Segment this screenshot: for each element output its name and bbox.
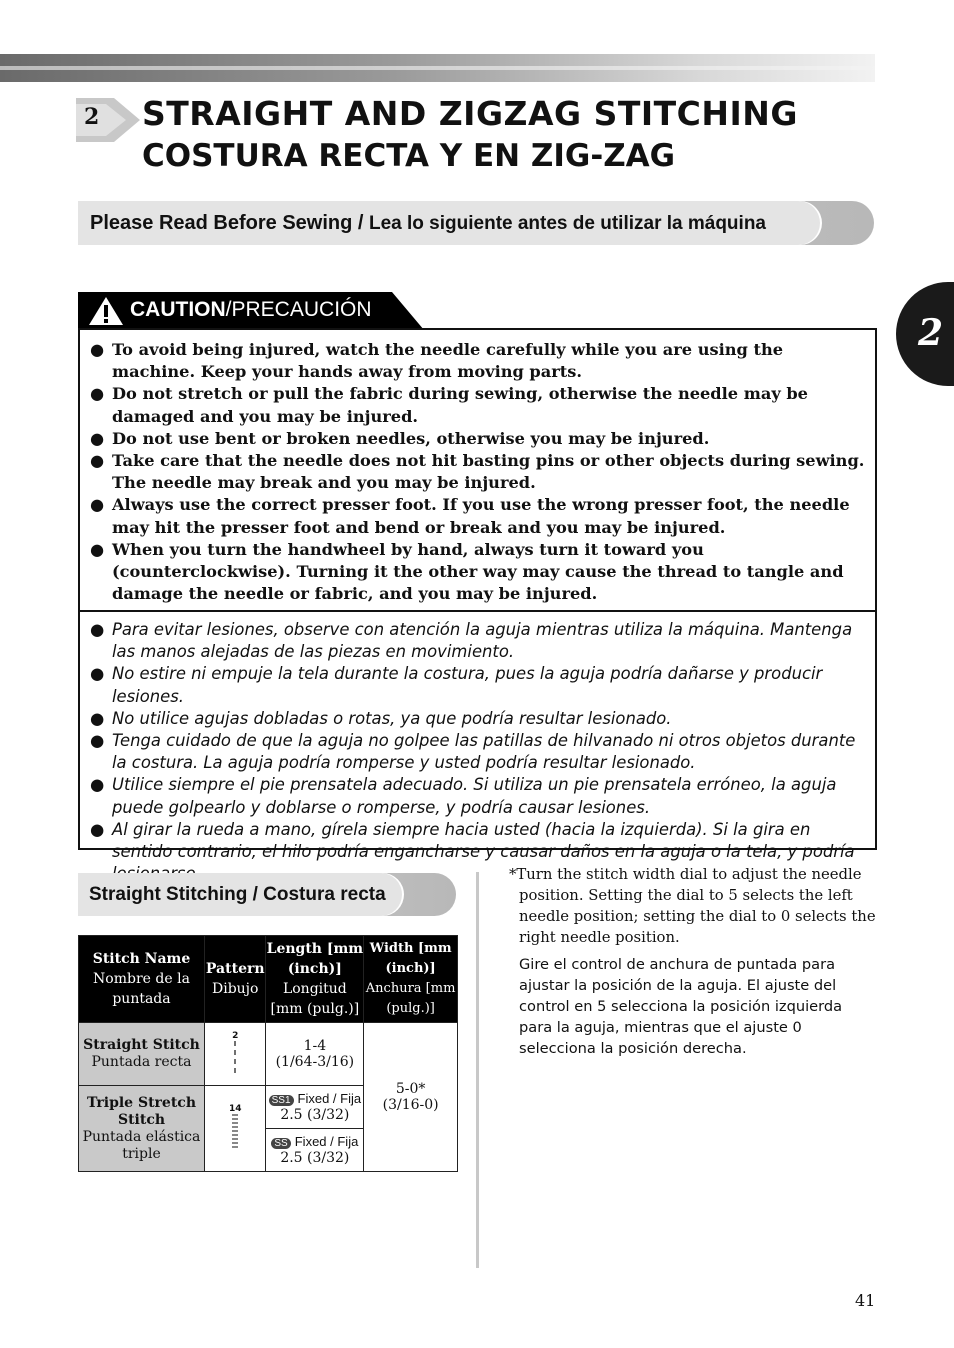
bullet-icon: ● <box>90 664 105 684</box>
read-before-sewing-banner <box>78 201 874 245</box>
caution-list-es <box>90 619 868 885</box>
chapter-side-tab <box>896 282 954 386</box>
list-item: ● Utilice siempre el pie prensatela adecuado. Si utiliza un pie prensatela erróneo, la aguja puede golpearlo y doblarse o romperse, y podría causar lesiones. <box>90 775 837 817</box>
section-banner <box>78 873 456 916</box>
straight-stitch-icon <box>232 1041 238 1077</box>
pattern-number: 2 <box>232 1031 239 1041</box>
list-item: ● Do not stretch or pull the fabric during sewing, otherwise the needle may be damaged and you may be injured. <box>90 384 808 426</box>
bullet-icon: ● <box>90 428 105 448</box>
banner-text-es: Lea lo siguiente antes de utilizar la máquina <box>369 213 766 234</box>
caution-divider <box>80 610 875 612</box>
ss-badge: SS <box>271 1138 290 1149</box>
bullet-icon: ● <box>90 819 105 839</box>
side-tab-number: 2 <box>918 312 944 354</box>
table-row: SS Fixed / Fija 2.5 (3/32) <box>79 1129 458 1172</box>
section-title: Straight Stitching / Costura recta <box>89 884 386 905</box>
column-divider <box>476 872 479 1268</box>
bullet-icon: ● <box>90 708 105 728</box>
list-item: ● Tenga cuidado de que la aguja no golpee las patillas de hilvanado ni otros objetos durante la costura. La aguja podría romperse y usted podría resultar lesionado. <box>90 731 856 773</box>
chapter-number: 2 <box>84 104 100 130</box>
list-item: ● To avoid being injured, watch the needle carefully while you are using the machine. Keep your hands away from moving parts. <box>90 340 784 382</box>
bullet-icon: ● <box>90 495 105 515</box>
bullet-icon: ● <box>90 731 105 751</box>
caution-label-en: CAUTION <box>130 298 226 321</box>
page-title-es: COSTURA RECTA Y EN ZIG-ZAG <box>142 138 676 174</box>
list-item: ● Always use the correct presser foot. If you use the wrong presser foot, the needle may hit the presser foot and bend or break and you may be injured. <box>90 495 850 537</box>
banner-text-en: Please Read Before Sewing / <box>90 212 364 234</box>
list-item: ● No utilice agujas dobladas o rotas, ya que podría resultar lesionado. <box>90 708 868 730</box>
triple-stretch-stitch-icon <box>230 1114 240 1148</box>
footnote-es: Gire el control de anchura de puntada para ajustar la posición de la aguja. El ajuste del control en 5 selecciona la posición izquierda para la aguja, mientras que el ajuste 0 selecciona la posición derecha. <box>519 956 843 1057</box>
list-item: ● No estire ni empuje la tela durante la costura, pues la aguja podría dañarse y producir lesiones. <box>90 664 823 706</box>
bullet-icon: ● <box>90 340 105 359</box>
list-item: ● Take care that the needle does not hit basting pins or other objects during sewing. The needle may break and you may be injured. <box>90 451 865 493</box>
ss1-badge: SS1 <box>269 1095 294 1106</box>
bullet-icon: ● <box>90 620 105 639</box>
list-item: ● Para evitar lesiones, observe con atención la aguja mientras utiliza la máquina. Mantenga las manos alejadas de las piezas en movimiento. <box>90 620 853 662</box>
table-header-row: Stitch Name Nombre de la puntada Pattern Dibujo Length [mm (inch)] Longitud [mm (pulg.)] Width [mm (inch)] Anchura [mm (pulg.)] <box>79 936 458 1023</box>
caution-list-en <box>90 339 865 605</box>
list-item: ● Al girar la rueda a mano, gírela siempre hacia usted (hacia la izquierda). Si la gira en sentido contrario, el hilo podría engancharse y causar daños en la aguja o la tela, y podría <box>90 819 855 862</box>
pattern-number: 14 <box>228 1104 242 1114</box>
list-item: ● Do not use bent or broken needles, otherwise you may be injured. <box>90 428 865 450</box>
bullet-icon: ● <box>90 775 105 795</box>
footnote-en: *Turn the stitch width dial to adjust the needle position. Setting the dial to 5 selects the left needle position; setting the dial to 0 selects the right needle position. <box>509 866 876 946</box>
width-footnote <box>509 864 879 1059</box>
table-row: Straight Stitch Puntada recta 2 1-4 (1/64-3/16) 5-0* (3/16-0) <box>79 1023 458 1086</box>
table-row: Triple Stretch Stitch Puntada elástica triple 14 SS1 Fixed / Fija 2.5 (3/32) <box>79 1086 458 1129</box>
page-number: 41 <box>855 1291 876 1310</box>
stitch-table <box>78 935 458 1172</box>
list-item: ● When you turn the handwheel by hand, always turn it toward you (counterclockwise). Turning it the other way may cause the thread to tangle and damage the needle or fabric, and you may be injured. <box>90 539 844 604</box>
page-title-en: STRAIGHT AND ZIGZAG STITCHING <box>142 94 798 133</box>
caution-box <box>78 328 877 862</box>
caution-header <box>78 292 424 330</box>
bullet-icon: ● <box>90 451 105 471</box>
bullet-icon: ● <box>90 539 105 559</box>
bullet-icon: ● <box>90 384 105 404</box>
caution-label-es: /PRECAUCIÓN <box>225 298 372 321</box>
warning-triangle-icon <box>88 296 124 326</box>
header-stripe <box>0 54 875 82</box>
